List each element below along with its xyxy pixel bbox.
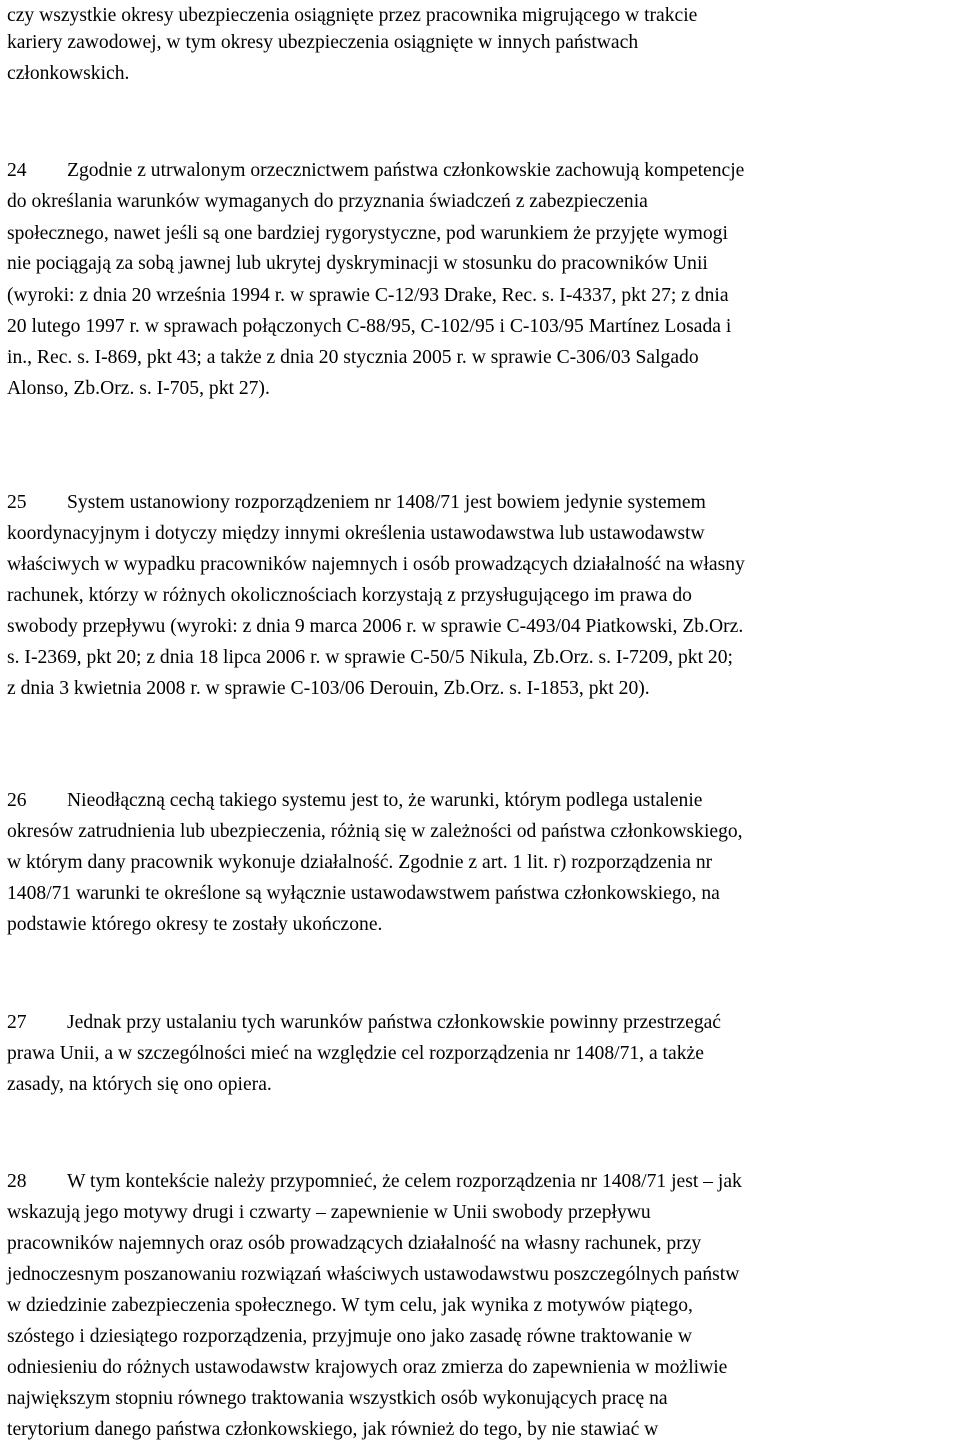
paragraph-first-line: [7, 155, 744, 187]
paragraph-first-line: [7, 1166, 742, 1198]
paragraph-first-line: [7, 785, 703, 817]
text-line: do określania warunków wymaganych do przyznania świadczeń z zabezpieczenia: [7, 191, 648, 212]
text-line: in., Rec. s. I‑869, pkt 43; a także z dnia 20 stycznia 2005 r. w sprawie C‑306/03 Salgado: [7, 347, 699, 368]
text-line: rachunek, którzy w różnych okolicznościach korzystają z przysługującego im prawa do: [7, 585, 692, 606]
text-line: koordynacyjnym i dotyczy między innymi określenia ustawodawstwa lub ustawodawstw: [7, 523, 705, 544]
text-line: jednoczesnym poszanowaniu rozwiązań właściwych ustawodawstwu poszczególnych państw: [7, 1264, 740, 1285]
text-line: największym stopniu równego traktowania wszystkich osób wykonujących pracę na: [7, 1388, 668, 1409]
text-line: (wyroki: z dnia 20 września 1994 r. w sprawie C‑12/93 Drake, Rec. s. I‑4337, pkt 27; z dnia: [7, 285, 729, 306]
paragraph-text: Jednak przy ustalaniu tych warunków państwa członkowskie powinny przestrzegać: [67, 1012, 722, 1033]
text-line: społecznego, nawet jeśli są one bardziej rygorystyczne, pod warunkiem że przyjęte wymogi: [7, 223, 728, 244]
paragraph-first-line: [7, 1007, 721, 1039]
text-line: wskazują jego motywy drugi i czwarty – zapewnienie w Unii swobody przepływu: [7, 1202, 651, 1223]
paragraph-text: Zgodnie z utrwalonym orzecznictwem państwa członkowskie zachowują kompetencje: [67, 160, 745, 181]
paragraph-text: Nieodłączną cechą takiego systemu jest to, że warunki, którym podlega ustalenie: [67, 790, 703, 811]
text-line: odniesieniu do różnych ustawodawstw krajowych oraz zmierza do zapewnienia w możliwie: [7, 1357, 728, 1378]
paragraph-number: 27: [7, 1012, 27, 1033]
text-line: podstawie którego okresy te zostały ukończone.: [7, 914, 383, 935]
text-line: swobody przepływu (wyroki: z dnia 9 marca 2006 r. w sprawie C‑493/04 Piatkowski, Zb.Orz.: [7, 616, 744, 637]
text-line: członkowskich.: [7, 63, 130, 84]
text-line: w dziedzinie zabezpieczenia społecznego. W tym celu, jak wynika z motywów piątego,: [7, 1295, 693, 1316]
text-line: okresów zatrudnienia lub ubezpieczenia, różnią się w zależności od państwa członkowskiego,: [7, 821, 743, 842]
text-line: kariery zawodowej, w tym okresy ubezpieczenia osiągnięte w innych państwach: [7, 32, 639, 53]
text-line: s. I‑2369, pkt 20; z dnia 18 lipca 2006 r. w sprawie C‑50/5 Nikula, Zb.Orz. s. I‑7209, pkt 20;: [7, 647, 733, 668]
text-line: 20 lutego 1997 r. w sprawach połączonych C‑88/95, C‑102/95 i C‑103/95 Martínez Losada i: [7, 316, 732, 337]
text-line: terytorium danego państwa członkowskiego, jak również do tego, by nie stawiać w: [7, 1419, 659, 1440]
text-line: 1408/71 warunki te określone są wyłącznie ustawodawstwem państwa członkowskiego, na: [7, 883, 720, 904]
text-line: w którym dany pracownik wykonuje działalność. Zgodnie z art. 1 lit. r) rozporządzenia nr: [7, 852, 713, 873]
text-line: nie pociągają za sobą jawnej lub ukrytej dyskryminacji w stosunku do pracowników Unii: [7, 253, 708, 274]
paragraph-text: System ustanowiony rozporządzeniem nr 1408/71 jest bowiem jedynie systemem: [67, 492, 706, 513]
text-line: szóstego i dziesiątego rozporządzenia, przyjmuje ono jako zasadę równe traktowanie w: [7, 1326, 692, 1347]
paragraph-first-line: [7, 487, 706, 519]
paragraph-number: 28: [7, 1171, 27, 1192]
text-line: Alonso, Zb.Orz. s. I‑705, pkt 27).: [7, 378, 270, 399]
text-line: prawa Unii, a w szczególności mieć na względzie cel rozporządzenia nr 1408/71, a także: [7, 1043, 704, 1064]
text-line: czy wszystkie okresy ubezpieczenia osiągnięte przez pracownika migrującego w trakcie: [7, 5, 698, 26]
paragraph-number: 25: [7, 492, 27, 513]
text-line: z dnia 3 kwietnia 2008 r. w sprawie C‑103/06 Derouin, Zb.Orz. s. I‑1853, pkt 20).: [7, 678, 650, 699]
text-line: pracowników najemnych oraz osób prowadzących działalność na własny rachunek, przy: [7, 1233, 702, 1254]
text-line: zasady, na których się ono opiera.: [7, 1074, 272, 1095]
paragraph-number: 24: [7, 160, 27, 181]
paragraph-text: W tym kontekście należy przypomnieć, że celem rozporządzenia nr 1408/71 jest – jak: [67, 1171, 742, 1192]
text-line: właściwych w wypadku pracowników najemnych i osób prowadzących działalność na własny: [7, 554, 745, 575]
paragraph-number: 26: [7, 790, 27, 811]
